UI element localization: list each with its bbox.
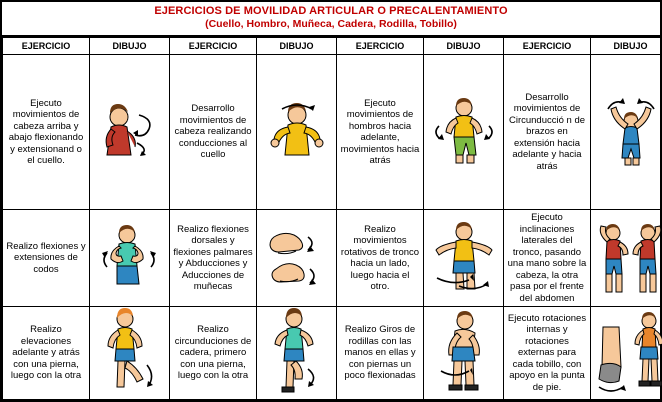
drawing-cell: [257, 55, 337, 210]
header-exercise-4: EJERCICIO: [504, 38, 591, 55]
exercise-text: Ejecuto inclinaciones laterales del tronco, pasando una mano sobre la cabeza, la otra pasa por el frente del abdomen: [504, 210, 591, 307]
neck-flexion-figure: [90, 55, 169, 209]
drawing-cell: [257, 210, 337, 307]
shoulder-movement-figure: [424, 55, 503, 209]
drawing-cell: [90, 307, 170, 400]
drawing-cell: [424, 307, 504, 400]
leg-raise-figure: [90, 307, 169, 399]
drawing-cell: [591, 307, 662, 400]
page-subtitle: (Cuello, Hombro, Muñeca, Cadera, Rodilla, Tobillo): [205, 18, 457, 30]
header-exercise-3: EJERCICIO: [337, 38, 424, 55]
exercise-text: Ejecuto movimientos de hombros hacia adelante, movimientos hacia atrás: [337, 55, 424, 210]
exercise-table: [2, 37, 662, 400]
drawing-cell: [90, 55, 170, 210]
trunk-rotation-figure: [424, 210, 503, 306]
drawing-cell: [591, 55, 662, 210]
wrist-hands-figure: [257, 210, 336, 306]
drawing-cell: [90, 210, 170, 307]
header-exercise-1: EJERCICIO: [3, 38, 90, 55]
lateral-bend-figure: [591, 210, 662, 306]
page-title: EJERCICIOS DE MOVILIDAD ARTICULAR O PRECALENTAMIENTO: [154, 5, 508, 17]
drawing-cell: [424, 210, 504, 307]
neck-circumduction-figure: [257, 55, 336, 209]
exercise-text: Realizo elevaciones adelante y atrás con una pierna, luego con la otra: [3, 307, 90, 400]
table-row: [3, 210, 662, 307]
exercise-text: Ejecuto rotaciones internas y rotaciones externas para cada tobillo, con apoyo en la punta de pie.: [504, 307, 591, 400]
header-drawing-1: DIBUJO: [90, 38, 170, 55]
table-row: [3, 307, 662, 400]
table-row: [3, 55, 662, 210]
exercise-text: Desarrollo movimientos de cabeza realizando conducciones al cuello: [170, 55, 257, 210]
exercise-text: Realizo circunduciones de cadera, primero con una pierna, luego con la otra: [170, 307, 257, 400]
ankle-rotation-figure: [591, 307, 662, 399]
header-exercise-2: EJERCICIO: [170, 38, 257, 55]
drawing-cell: [257, 307, 337, 400]
exercise-text: Realizo flexiones y extensiones de codos: [3, 210, 90, 307]
elbow-flexion-figure: [90, 210, 169, 306]
drawing-cell: [424, 55, 504, 210]
header-drawing-4: DIBUJO: [591, 38, 662, 55]
exercise-text: Realizo Giros de rodillas con las manos en ellas y con piernas un poco flexionadas: [337, 307, 424, 400]
knee-rotation-figure: [424, 307, 503, 399]
exercise-text: Realizo movimientos rotativos de tronco hacia un lado, luego hacia el otro.: [337, 210, 424, 307]
exercise-text: Ejecuto movimientos de cabeza arriba y abajo flexionando y extensionand o el cuello.: [3, 55, 90, 210]
exercise-text: Realizo flexiones dorsales y flexiones palmares y Abducciones y Aducciones de muñecas: [170, 210, 257, 307]
header-drawing-2: DIBUJO: [257, 38, 337, 55]
drawing-cell: [591, 210, 662, 307]
hip-circumduction-figure: [257, 307, 336, 399]
header-drawing-3: DIBUJO: [424, 38, 504, 55]
exercise-text: Desarrollo movimientos de Circunducció n de brazos en extensión hacia adelante y hacia atrás: [504, 55, 591, 210]
title-bar: [2, 2, 660, 37]
table-header-row: [3, 38, 662, 55]
arm-circumduction-figure: [591, 55, 662, 209]
